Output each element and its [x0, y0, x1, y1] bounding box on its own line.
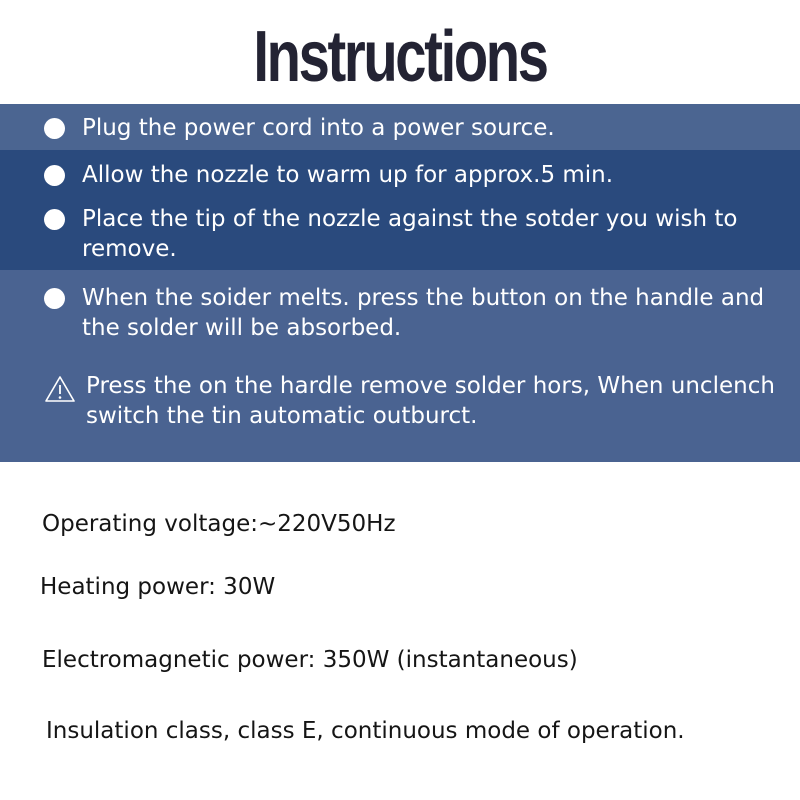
warning-triangle-icon: [44, 375, 76, 403]
instruction-step-text: Place the tip of the nozzle against the sotder you wish to remove.: [82, 206, 738, 262]
bullet-dot-icon: [44, 118, 65, 139]
spec-heating-power: Heating power: 30W: [40, 574, 276, 600]
bullet-dot-icon: [44, 165, 65, 186]
instruction-step-text: When the soider melts. press the button on the handle and the solder will be absorbed.: [82, 285, 765, 341]
warning-text: Press the on the hardle remove solder hors, When unclench switch the tin automatic outburct.: [86, 373, 775, 429]
bullet-dot-icon: [44, 209, 65, 230]
spec-operating-voltage: Operating voltage:~220V50Hz: [42, 511, 396, 537]
instruction-step-text: Allow the nozzle to warm up for approx.5 min.: [82, 162, 614, 188]
spec-electromagnetic-power: Electromagnetic power: 350W (instantaneous): [42, 647, 578, 673]
bullet-dot-icon: [44, 288, 65, 309]
spec-insulation-class: Insulation class, class E, continuous mode of operation.: [46, 718, 685, 744]
instruction-step-text: Plug the power cord into a power source.: [82, 115, 555, 141]
page-title: Instructions: [253, 17, 547, 97]
